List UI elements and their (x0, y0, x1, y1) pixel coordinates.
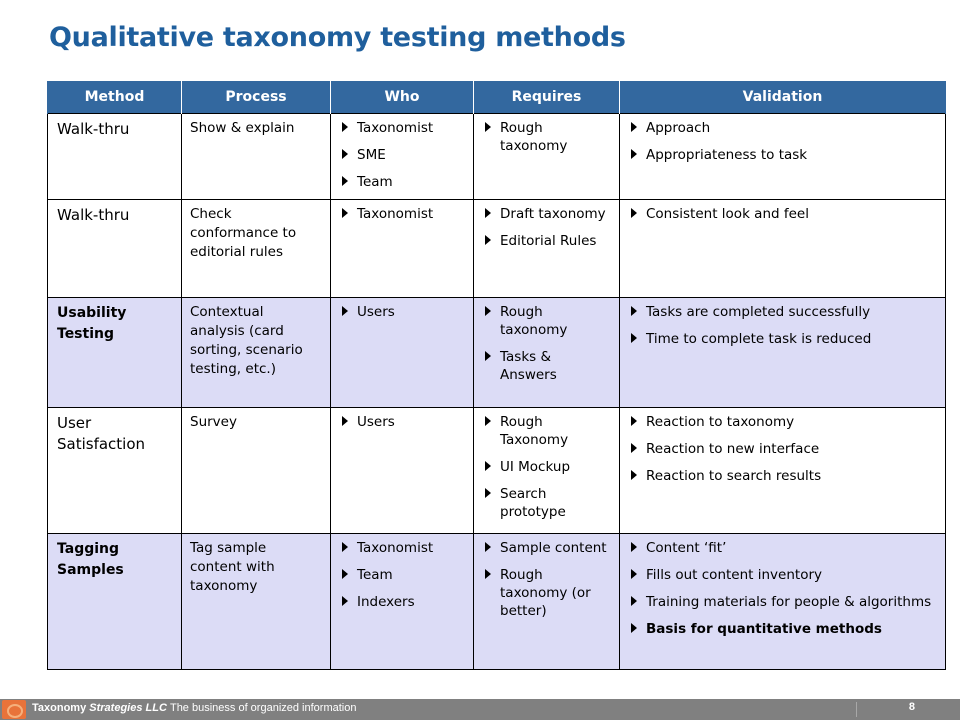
list-item: Draft taxonomy (482, 205, 611, 223)
bullet-arrow-icon (631, 416, 637, 426)
list-item: Taxonomist (339, 119, 465, 137)
header-validation: Validation (620, 81, 946, 114)
requires-cell (474, 200, 620, 298)
header-requires: Requires (474, 81, 620, 114)
bullet-arrow-icon (342, 208, 348, 218)
process-cell: Contextual analysis (card sorting, scenario testing, etc.) (182, 298, 331, 408)
validation-cell (620, 114, 946, 200)
bullet-arrow-icon (631, 470, 637, 480)
bullet-arrow-icon (485, 461, 491, 471)
company-logo-icon (2, 700, 26, 719)
bullet-arrow-icon (485, 351, 491, 361)
bullet-arrow-icon (631, 623, 637, 633)
list-item: Team (339, 566, 465, 584)
list-item: Consistent look and feel (628, 205, 937, 223)
list-item: Rough Taxonomy (482, 413, 611, 449)
list-item: Tasks & Answers (482, 348, 611, 384)
requires-cell (474, 298, 620, 408)
who-cell (331, 534, 474, 670)
bullet-arrow-icon (485, 542, 491, 552)
table-row (48, 200, 946, 298)
table-row (48, 408, 946, 534)
list-item: Reaction to taxonomy (628, 413, 937, 431)
bullet-arrow-icon (342, 176, 348, 186)
table-row (48, 114, 946, 200)
list-item: Tasks are completed successfully (628, 303, 937, 321)
method-cell: Tagging Samples (48, 534, 182, 670)
list-item: Sample content (482, 539, 611, 557)
list-item: UI Mockup (482, 458, 611, 476)
list-item: Taxonomist (339, 539, 465, 557)
list-item: SME (339, 146, 465, 164)
bullet-arrow-icon (485, 235, 491, 245)
company-tagline: The business of organized information (169, 702, 357, 714)
bullet-arrow-icon (485, 306, 491, 316)
bullet-arrow-icon (631, 443, 637, 453)
header-who: Who (331, 81, 474, 114)
process-cell: Tag sample content with taxonomy (182, 534, 331, 670)
bullet-arrow-icon (485, 416, 491, 426)
table-header-row (48, 81, 946, 114)
who-cell (331, 408, 474, 534)
validation-cell (620, 408, 946, 534)
bullet-arrow-icon (631, 306, 637, 316)
bullet-arrow-icon (631, 542, 637, 552)
footer-bar (0, 699, 960, 720)
who-cell (331, 298, 474, 408)
bullet-arrow-icon (342, 416, 348, 426)
bullet-arrow-icon (485, 488, 491, 498)
list-item: Training materials for people & algorithms (628, 593, 937, 611)
bullet-arrow-icon (485, 569, 491, 579)
table-row (48, 298, 946, 408)
who-cell (331, 200, 474, 298)
method-cell: User Satisfaction (48, 408, 182, 534)
list-item: Approach (628, 119, 937, 137)
requires-cell (474, 408, 620, 534)
bullet-arrow-icon (342, 569, 348, 579)
process-cell: Show & explain (182, 114, 331, 200)
list-item: Search prototype (482, 485, 611, 521)
method-cell: Walk-thru (48, 114, 182, 200)
validation-cell (620, 298, 946, 408)
company-name-part1: Taxonomy (32, 702, 87, 714)
list-item: Rough taxonomy (482, 303, 611, 339)
list-item: Users (339, 413, 465, 431)
list-item: Team (339, 173, 465, 191)
company-name-part2: Strategies LLC (89, 702, 167, 714)
who-cell (331, 114, 474, 200)
requires-cell (474, 114, 620, 200)
methods-table (47, 81, 946, 670)
list-item: Rough taxonomy (or better) (482, 566, 611, 620)
bullet-arrow-icon (342, 122, 348, 132)
list-item: Users (339, 303, 465, 321)
validation-cell (620, 534, 946, 670)
bullet-arrow-icon (485, 122, 491, 132)
process-cell: Check conformance to editorial rules (182, 200, 331, 298)
list-item: Reaction to new interface (628, 440, 937, 458)
bullet-arrow-icon (631, 149, 637, 159)
bullet-arrow-icon (342, 149, 348, 159)
list-item: Editorial Rules (482, 232, 611, 250)
list-item: Time to complete task is reduced (628, 330, 937, 348)
footer-divider (856, 702, 857, 717)
list-item: Content ‘fit’ (628, 539, 937, 557)
bullet-arrow-icon (342, 596, 348, 606)
list-item: Basis for quantitative methods (628, 620, 937, 638)
bullet-arrow-icon (342, 306, 348, 316)
table-row (48, 534, 946, 670)
method-cell: Walk-thru (48, 200, 182, 298)
process-cell: Survey (182, 408, 331, 534)
bullet-arrow-icon (342, 542, 348, 552)
footer-company (32, 702, 356, 714)
bullet-arrow-icon (631, 333, 637, 343)
list-item: Appropriateness to task (628, 146, 937, 164)
method-cell: Usability Testing (48, 298, 182, 408)
validation-cell (620, 200, 946, 298)
slide-title: Qualitative taxonomy testing methods (49, 22, 626, 53)
bullet-arrow-icon (631, 208, 637, 218)
requires-cell (474, 534, 620, 670)
bullet-arrow-icon (631, 569, 637, 579)
list-item: Taxonomist (339, 205, 465, 223)
page-number: 8 (908, 701, 915, 713)
list-item: Indexers (339, 593, 465, 611)
list-item: Fills out content inventory (628, 566, 937, 584)
header-process: Process (182, 81, 331, 114)
list-item: Reaction to search results (628, 467, 937, 485)
bullet-arrow-icon (631, 596, 637, 606)
bullet-arrow-icon (631, 122, 637, 132)
header-method: Method (48, 81, 182, 114)
list-item: Rough taxonomy (482, 119, 611, 155)
bullet-arrow-icon (485, 208, 491, 218)
